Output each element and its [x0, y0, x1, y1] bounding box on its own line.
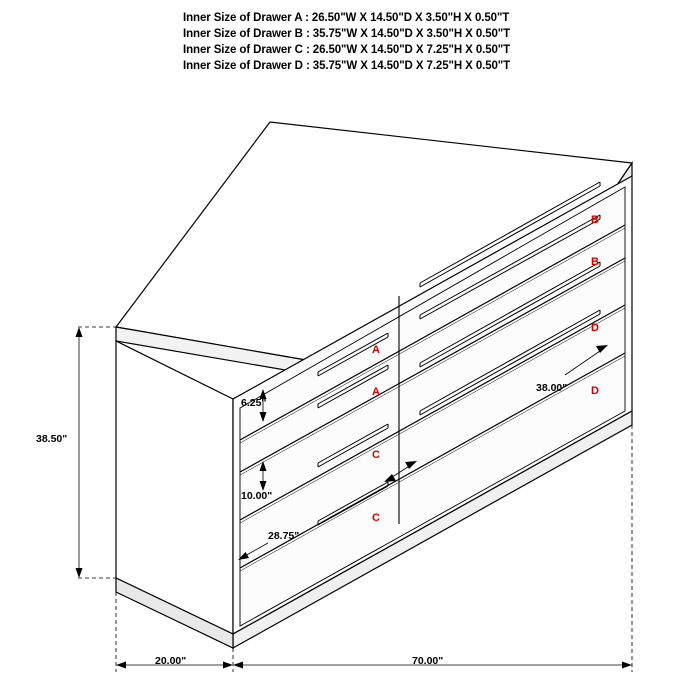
dim-label-lower-height: 28.75" — [268, 530, 300, 542]
drawer-letter-a-4: A — [372, 344, 380, 356]
dim-label-width: 70.00" — [412, 655, 444, 667]
dim-label-overall-height: 38.50" — [36, 433, 68, 445]
dim-label-drawer-c-height: 10.00" — [241, 490, 273, 502]
drawer-letter-c-6: C — [372, 449, 380, 461]
dim-label-drawer-a-height: 6.25" — [241, 397, 267, 409]
arrow-height-up — [76, 327, 83, 337]
drawer-letter-d-3: D — [591, 385, 599, 397]
drawer-letter-d-2: D — [591, 322, 599, 334]
dim-label-diagonal: 38.00" — [536, 382, 568, 394]
dim-label-depth: 20.00" — [155, 655, 187, 667]
arrow-height-down — [76, 568, 83, 578]
spec-line-d: Inner Size of Drawer D : 35.75"W X 14.50"D X 7.25"H X 0.50"T — [183, 60, 511, 72]
arrow-width-left — [233, 662, 243, 669]
drawer-letter-a-5: A — [372, 386, 380, 398]
drawer-letter-b-1: B — [591, 256, 599, 268]
spec-line-a: Inner Size of Drawer A : 26.50"W X 14.50"D X 3.50"H X 0.50"T — [183, 12, 510, 24]
spec-line-c: Inner Size of Drawer C : 26.50"W X 14.50"D X 7.25"H X 0.50"T — [183, 44, 511, 56]
spec-line-b: Inner Size of Drawer B : 35.75"W X 14.50"D X 3.50"H X 0.50"T — [183, 28, 511, 40]
arrow-depth-right — [223, 662, 233, 669]
arrow-width-right — [622, 662, 632, 669]
drawer-letter-b-0: B — [591, 214, 599, 226]
drawer-letter-c-7: C — [372, 512, 380, 524]
arrow-depth-left — [116, 662, 126, 669]
